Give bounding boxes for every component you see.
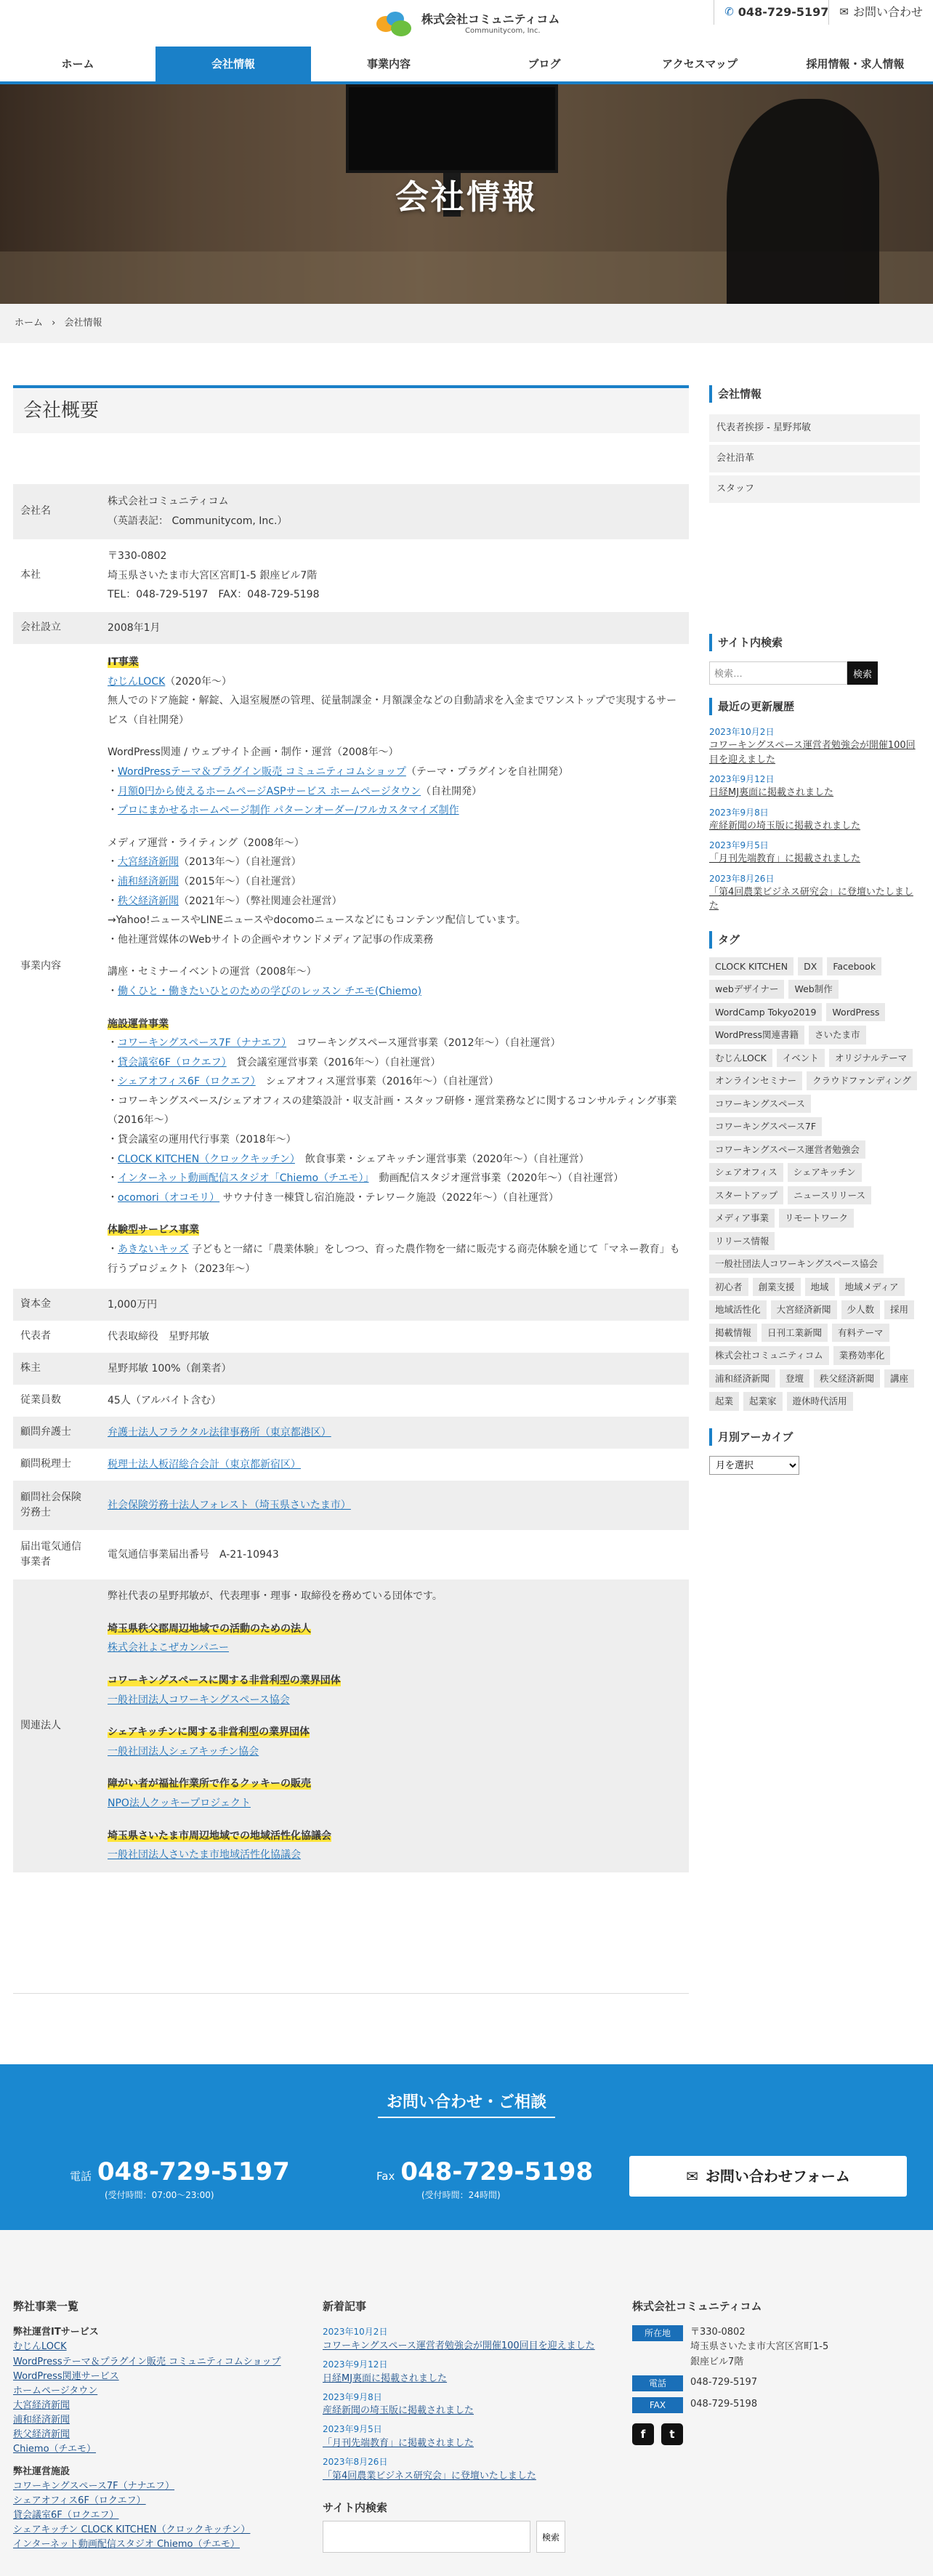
- sidebar-search-input[interactable]: [709, 661, 847, 685]
- saitama-council-link[interactable]: 一般社団法人さいたま市地域活性化協議会: [108, 1849, 301, 1861]
- table-row: [13, 612, 689, 644]
- yokoze-link[interactable]: 株式会社よこぜカンパニー: [108, 1642, 230, 1654]
- site-footer: [0, 2230, 933, 2576]
- contact-title-underline: [378, 2117, 555, 2118]
- breadcrumb-home[interactable]: ホーム: [15, 318, 44, 329]
- footer-facility-link[interactable]: コワーキングスペース7F（ナナエフ）: [13, 2480, 175, 2492]
- sidebar-item-greeting[interactable]: 代表者挨拶 - 星野邦敏: [709, 414, 920, 442]
- footer-news-date: 2023年9月12日: [323, 2359, 388, 2370]
- tag-item[interactable]: WordPress: [826, 1003, 885, 1022]
- news-title[interactable]: 産経新聞の埼玉版に掲載されました: [709, 820, 861, 832]
- footer-news-title[interactable]: 産経新聞の埼玉版に掲載されました: [323, 2405, 474, 2417]
- row-label: [13, 1530, 100, 1579]
- clock-kitchen-link[interactable]: CLOCK KITCHEN（クロックキッチン）: [118, 1153, 295, 1165]
- sidebar-item-history[interactable]: 会社沿革: [709, 445, 920, 472]
- footer-news-date: 2023年9月8日: [323, 2391, 382, 2402]
- it1-year: （2020年〜）: [165, 675, 232, 688]
- contact-tel-number: 048-729-5197: [97, 2157, 290, 2186]
- tag-item[interactable]: オリジナルテーマ: [829, 1049, 913, 1068]
- contact-fax-number: 048-729-5198: [400, 2157, 594, 2186]
- tag-item[interactable]: webデザイナー: [709, 980, 784, 999]
- contact-form-button[interactable]: [629, 2156, 907, 2197]
- footer-addr-2: 埼玉県さいたま市大宮区宮町1-5: [690, 2341, 829, 2353]
- footer-business-column: [13, 2298, 304, 2552]
- tag-item[interactable]: 一般社団法人コワーキングスペース協会: [709, 1255, 884, 1273]
- address: 埼玉県さいたま市大宮区宮町1-5 銀座ビル7階: [108, 569, 318, 581]
- site-logo[interactable]: [375, 9, 560, 39]
- nav-home[interactable]: ホーム: [61, 57, 94, 71]
- news-title[interactable]: コワーキングスペース運営者勉強会が開催100回目を迎えました: [709, 740, 916, 765]
- global-nav: [0, 47, 933, 84]
- chevron-right-icon: ›: [52, 318, 56, 329]
- capital-value: 1,000万円: [108, 1298, 158, 1311]
- tag-item[interactable]: ニュースリリース: [788, 1186, 871, 1205]
- chiemo-studio-link[interactable]: インターネット動画配信スタジオ「Chiemo（チエモ）」: [118, 1172, 369, 1185]
- news-date: 2023年9月8日: [709, 807, 769, 818]
- tag-item[interactable]: 遊休時代活用: [787, 1392, 853, 1411]
- f3-note: シェアオフィス運営事業（2016年〜）（自社運営）: [255, 1076, 499, 1088]
- tag-item[interactable]: 秩父経済新聞: [814, 1369, 880, 1388]
- tag-item[interactable]: CLOCK KITCHEN: [709, 957, 793, 976]
- wp1-note: （テーマ・プラグインを自社開発）: [405, 765, 569, 778]
- m2-note: （2015年〜）（自社運営）: [179, 875, 302, 887]
- news-date: 2023年9月5日: [709, 840, 769, 851]
- related-title-2: コワーキングスペースに関する非営利型の業界団体: [108, 1675, 341, 1686]
- footer-news-column: [323, 2298, 606, 2553]
- f6-note: 飲食事業・シェアキッチン運営事業（2020年〜）（自社運営）: [294, 1153, 589, 1165]
- founded-value: 2008年1月: [108, 621, 161, 634]
- sidebar-archive-heading: 月別アーカイブ: [709, 1428, 920, 1446]
- zip-code: 〒330-0802: [108, 550, 167, 563]
- tag-item[interactable]: 株式会社コミュニティコム: [709, 1346, 829, 1365]
- news-date: 2023年10月2日: [709, 727, 775, 738]
- f1-note: コワーキングスペース運営事業（2012年〜）（自社運営）: [286, 1037, 561, 1050]
- chiemo-lesson-link[interactable]: 働くひと・働きたいひとのための学びのレッスン チエモ(Chiemo): [118, 985, 422, 997]
- sidebar: [709, 385, 920, 1475]
- footer-facility-link[interactable]: シェアキッチン CLOCK KITCHEN（クロックキッチン）: [13, 2524, 251, 2536]
- wp-heading: WordPress関連 / ウェブサイト企画・制作・運営（2008年〜）: [108, 746, 399, 759]
- table-row: [13, 1530, 689, 1579]
- telecom-label-1: 届出電気通信: [20, 1541, 81, 1553]
- footer-news-date: 2023年8月26日: [323, 2457, 388, 2468]
- tag-item[interactable]: イベント: [777, 1049, 825, 1068]
- sidebar-news-heading: 最近の更新履歴: [709, 698, 920, 715]
- contact-section: [0, 2064, 933, 2230]
- tag-item[interactable]: DX: [798, 957, 823, 976]
- related-title-1: 埼玉県秩父郡周辺地域での活動のための法人: [108, 1622, 311, 1635]
- tag-item[interactable]: 地域メディア: [839, 1278, 905, 1297]
- header-tel-number: 048-729-5197: [738, 5, 829, 20]
- row-label: 事業内容: [20, 959, 61, 972]
- footer-it-link[interactable]: 秩父経済新聞: [13, 2429, 70, 2441]
- holder-value: 星野邦敏 100%（創業者）: [108, 1362, 232, 1374]
- twitter-icon[interactable]: t: [661, 2423, 683, 2445]
- tag-item[interactable]: 創業支援: [753, 1278, 801, 1297]
- footer-it-link[interactable]: むじんLOCK: [13, 2341, 67, 2353]
- mail-icon: ✉: [686, 2168, 698, 2185]
- table-row: [13, 1289, 689, 1321]
- footer-tel-label: 電話: [632, 2375, 683, 2391]
- hp-production-link[interactable]: プロにまかせるホームページ制作 パターンオーダー/フルカスタマイズ制作: [118, 805, 459, 817]
- sidebar-item-staff[interactable]: スタッフ: [709, 475, 920, 503]
- hero-banner: [0, 84, 933, 304]
- news-date: 2023年9月12日: [709, 774, 775, 785]
- footer-news-title[interactable]: コワーキングスペース運営者勉強会が開催100回目を迎えました: [323, 2340, 595, 2351]
- sharekitchen-assoc-link[interactable]: 一般社団法人シェアキッチン協会: [108, 1745, 259, 1758]
- table-row: 事業内容 IT事業 むじんLOCK（2020年〜） 無人でのドア施錠・解錠、入退室履歴の管理、従量制課金・月額課金などの自動請求を入金までワンストップで実現するサービス（自社開発） WordPress関連 / ウェブサイト企画・制作・運営（2008年〜） ・WordPressテーマ＆プラグイン販売 コミュニティコムショップ（テーマ・プラグインを自社開発） ・月額0円から使えるホームページASPサービス ホームページタウン（自社開発） ・プロにまかせるホームページ制作 パターンオーダー/フルカスタマイズ制作 メディア運営・ライティング（2008年〜） ・大宮経済新聞（2013年〜）（自社運営） ・浦和経済新聞（2015年〜）（自社運営） ・秩父経済新聞（2021年〜）（弊社関連会社運営） →Yahoo!ニュースやLINEニュースやdocomoニュースなどにもコンテンツ配信しています。 ・他社運営媒体のWebサイトの企画やオウンドメディア記事の作成業務 講座・セミナーイベントの運営（2008年〜） ・働くひと・働きたいひとのための学びのレッスン チエモ(Chiemo) 施設運営事業 ・コワーキングスペース7F（ナナエフ） コワーキングスペース運営事業（2012年〜）（自社運営） ・貸会議室6F（ロクエフ） 貸会議室運営事業（2016年〜）（自社運営） ・シェアオフィス6F（ロクエフ） シェアオフィス運営事業（2016年〜）（自社運営） ・コワーキングスペース/シェアオフィスの建築設計・収支計画・スタッフ研修・運営業務などに関するコンサルティング事業（2016年〜） ・貸会議室の運用代行事業（2018年〜） ・CLOCK KITCHEN（クロックキッチン） 飲食事業・シェアキッチン運営事業（2020年〜）（自社運営） ・インターネット動画配信スタジオ「Chiemo（チエモ）」 動画配信スタジオ運営事業（2020年〜）（自社運営） ・ocomori（オコモリ） サウナ付き一棟貸し宿泊施設・テレワーク施設（2022年〜）（自社運営） 体験型サービス事業 ・あきないキッズ 子どもと一緒に「農業体験」をしつつ、育った農作物を一緒に販売する商売体験を通じて「マネー教育」も行うプロジェクト（2023年〜）: [13, 644, 689, 1289]
- tag-item[interactable]: シェアオフィス: [709, 1163, 783, 1182]
- experience-heading: 体験型サービス事業: [108, 1224, 199, 1236]
- footer-search-input[interactable]: [323, 2521, 530, 2553]
- footer-business-heading: 弊社事業一覧: [13, 2300, 79, 2313]
- tag-item[interactable]: むじんLOCK: [709, 1049, 772, 1068]
- tag-item[interactable]: 初心者: [709, 1278, 748, 1297]
- header-tel[interactable]: [714, 0, 828, 25]
- f8-note: サウナ付き一棟貸し宿泊施設・テレワーク施設（2022年〜）（自社運営）: [219, 1191, 559, 1204]
- row-label: 代表者: [20, 1330, 51, 1343]
- hptown-link[interactable]: 月額0円から使えるホームページASPサービス ホームページタウン: [118, 785, 421, 797]
- row-label: 顧問税理士: [20, 1458, 71, 1470]
- omiya-keizai-link[interactable]: 大宮経済新聞: [118, 856, 179, 869]
- tag-item[interactable]: 有料テーマ: [832, 1324, 889, 1343]
- tag-item[interactable]: さいたま市: [809, 1026, 866, 1045]
- ocomori-link[interactable]: ocomori（オコモリ）: [118, 1191, 220, 1204]
- company-name: 株式会社コミュニティコム: [108, 496, 229, 508]
- tag-item[interactable]: 浦和経済新聞: [709, 1369, 775, 1388]
- row-label: [13, 1481, 100, 1530]
- tag-item[interactable]: メディア事業: [709, 1209, 775, 1228]
- table-row: [13, 1579, 689, 1872]
- labor-label-1: 顧問社会保険: [20, 1492, 81, 1504]
- contact-form-label: お問い合わせフォーム: [705, 2168, 850, 2185]
- logo-company-en: Communitycom, Inc.: [465, 26, 541, 35]
- site-header: [0, 0, 933, 47]
- facebook-icon[interactable]: f: [632, 2423, 654, 2445]
- hero-title: 会社情報: [395, 177, 538, 217]
- tag-item[interactable]: オンラインセミナー: [709, 1071, 802, 1090]
- sidebar-news-list: [709, 725, 920, 914]
- logo-company-name: 株式会社コミュニティコム: [421, 12, 560, 27]
- footer-facility-links: [13, 2479, 304, 2553]
- footer-it-link[interactable]: WordPressテーマ＆プラグイン販売 コミュニティコムショップ: [13, 2356, 281, 2367]
- tag-item[interactable]: 大宮経済新聞: [771, 1300, 837, 1319]
- seminar-heading: 講座・セミナーイベントの運営（2008年〜）: [108, 966, 317, 978]
- chichibu-keizai-link[interactable]: 秩父経済新聞: [118, 895, 179, 907]
- tag-item[interactable]: 採用: [884, 1300, 914, 1319]
- tag-item[interactable]: スタートアップ: [709, 1186, 783, 1205]
- telecom-label-2: 事業者: [20, 1556, 51, 1569]
- tag-item[interactable]: 業務効率化: [833, 1346, 891, 1365]
- media-heading: メディア運営・ライティング（2008年〜）: [108, 837, 304, 849]
- mail-icon: ✉: [839, 5, 849, 19]
- coworking-assoc-link[interactable]: 一般社団法人コワーキングスペース協会: [108, 1694, 290, 1706]
- tag-item[interactable]: Facebook: [827, 957, 881, 976]
- nav-blog[interactable]: ブログ: [528, 57, 561, 71]
- header-contact-link[interactable]: [828, 0, 923, 25]
- tag-item[interactable]: リモートワーク: [779, 1209, 854, 1228]
- table-row: [13, 1385, 689, 1417]
- news-date: 2023年8月26日: [709, 873, 775, 884]
- footer-addr-label: 所在地: [632, 2325, 683, 2341]
- tag-item[interactable]: 登壇: [780, 1369, 809, 1388]
- wp-shop-link[interactable]: WordPressテーマ＆プラグイン販売 コミュニティコムショップ: [118, 765, 406, 778]
- tag-item[interactable]: コワーキングスペース: [709, 1095, 811, 1114]
- footer-it-link[interactable]: 浦和経済新聞: [13, 2415, 70, 2426]
- facility-heading: 施設運営事業: [108, 1018, 169, 1030]
- tag-item[interactable]: WordPress関連書籍: [709, 1026, 804, 1045]
- footer-news-date: 2023年9月5日: [323, 2424, 382, 2435]
- tag-item[interactable]: クラウドファンディング: [807, 1071, 917, 1090]
- nav-company[interactable]: 会社情報: [156, 47, 311, 81]
- footer-news-title[interactable]: 日経MJ裏面に掲載されました: [323, 2372, 448, 2384]
- row-label: 株主: [20, 1362, 41, 1374]
- labor-label-2: 労務士: [20, 1507, 51, 1519]
- it-heading: IT事業: [108, 656, 139, 668]
- footer-it-link[interactable]: Chiemo（チエモ）: [13, 2444, 97, 2455]
- footer-facility-link[interactable]: シェアオフィス6F（ロクエフ）: [13, 2495, 146, 2506]
- nav-business[interactable]: 事業内容: [366, 57, 411, 71]
- sidebar-info-heading: 会社情報: [709, 385, 920, 403]
- footer-fax: 048-729-5198: [690, 2398, 758, 2410]
- tag-item[interactable]: 起業家: [743, 1392, 783, 1411]
- footer-fax-label: FAX: [632, 2397, 683, 2413]
- contact-tel-label: 電話: [70, 2170, 92, 2183]
- row-label: 会社設立: [20, 621, 61, 634]
- f4-text: ・コワーキングスペース/シェアオフィスの建築設計・収支計画・スタッフ研修・運営業務などに関するコンサルティング事業（2016年〜）: [108, 1095, 677, 1127]
- tag-item[interactable]: 起業: [709, 1392, 739, 1411]
- cookie-project-link[interactable]: NPO法人クッキープロジェクト: [108, 1797, 251, 1809]
- contact-fax-label: Fax: [376, 2170, 395, 2183]
- exp-note: 子どもと一緒に「農業体験」をしつつ、育った農作物を一緒に販売する商売体験を通じて「マネー教育」も行うプロジェクト（2023年〜）: [108, 1244, 680, 1275]
- tag-item[interactable]: シェアキッチン: [788, 1163, 862, 1182]
- footer-facility-subheading: 弊社運営施設: [13, 2466, 70, 2477]
- tag-item[interactable]: Web制作: [788, 980, 838, 999]
- tag-item[interactable]: WordCamp Tokyo2019: [709, 1003, 822, 1022]
- table-row: [13, 1481, 689, 1530]
- phone-icon: ✆: [724, 5, 734, 19]
- row-label: 顧問弁護士: [20, 1426, 71, 1438]
- breadcrumb: [0, 304, 933, 343]
- footer-news-title[interactable]: 「月刊先端教育」に掲載されました: [323, 2438, 474, 2450]
- footer-it-links: [13, 2340, 304, 2457]
- tag-item[interactable]: 掲載情報: [709, 1324, 757, 1343]
- footer-company-heading: 株式会社コミュニティコム: [632, 2300, 762, 2313]
- related-title-5: 埼玉県さいたま市周辺地域での地域活性化協議会: [108, 1830, 331, 1842]
- tag-item[interactable]: 地域活性化: [709, 1300, 767, 1319]
- header-contact-label: お問い合わせ: [852, 5, 923, 20]
- table-row: [13, 1449, 689, 1481]
- row-label: 関連法人: [20, 1719, 61, 1731]
- footer-tel: 048-729-5197: [690, 2376, 758, 2388]
- row-label: 資本金: [20, 1298, 51, 1311]
- company-name-en: （英語表記： Communitycom, Inc.）: [108, 515, 288, 527]
- footer-it-subheading: 弊社運営ITサービス: [13, 2327, 99, 2338]
- share-office-6f-link[interactable]: シェアオフィス6F（ロクエフ）: [118, 1076, 256, 1088]
- logo-mark-icon: [375, 10, 416, 38]
- footer-company-column: [632, 2298, 920, 2445]
- tag-item[interactable]: コワーキングスペース運営者勉強会: [709, 1140, 865, 1159]
- tag-item[interactable]: 地域: [805, 1278, 835, 1297]
- contact-title: お問い合わせ・ご相談: [386, 2093, 546, 2112]
- nav-access[interactable]: アクセスマップ: [662, 57, 738, 71]
- footer-it-link[interactable]: ホームページタウン: [13, 2385, 98, 2396]
- tag-item[interactable]: 少人数: [841, 1300, 881, 1319]
- footer-news-title[interactable]: 「第4回農業ビジネス研究会」に登壇いたしました: [323, 2470, 536, 2482]
- it1-desc: 無人でのドア施錠・解錠、入退室履歴の管理、従量制課金・月額課金などの自動請求を入金までワンストップで実現するサービス（自社開発）: [108, 695, 677, 726]
- related-title-4: 障がい者が福祉作業所で作るクッキーの販売: [108, 1778, 311, 1790]
- contact-tel-hours: (受付時間：07:00〜23:00): [105, 2190, 214, 2200]
- related-title-3: シェアキッチンに関する非営利型の業界団体: [108, 1726, 310, 1739]
- tax-link[interactable]: 税理士法人板沼総合会計（東京都新宿区）: [108, 1458, 301, 1470]
- breadcrumb-current: 会社情報: [64, 318, 102, 329]
- footer-addr-3: 銀座ビル7階: [690, 2356, 744, 2367]
- media-other: ・他社運営媒体のWebサイトの企画やオウンドメディア記事の作成業務: [108, 933, 434, 946]
- footer-search-button[interactable]: 検索: [536, 2521, 565, 2553]
- lawyer-link[interactable]: 弁護士法人フラクタル法律事務所（東京都港区）: [108, 1426, 331, 1438]
- coworking-7f-link[interactable]: コワーキングスペース7F（ナナエフ）: [118, 1037, 287, 1050]
- news-title[interactable]: 日経MJ裏面に掲載されました: [709, 787, 834, 799]
- footer-addr-1: 〒330-0802: [690, 2327, 746, 2338]
- tag-item[interactable]: 講座: [884, 1369, 914, 1388]
- table-row: [13, 1417, 689, 1449]
- news-title[interactable]: 「第4回農業ビジネス研究会」に登壇いたしました: [709, 886, 913, 912]
- m1-note: （2013年〜）（自社運営）: [179, 856, 302, 869]
- f7-note: 動画配信スタジオ運営事業（2020年〜）（自社運営）: [368, 1172, 624, 1185]
- row-label: 本社: [20, 569, 41, 581]
- footer-it-link[interactable]: WordPress関連サービス: [13, 2370, 119, 2382]
- rep-value: 代表取締役 星野邦敏: [108, 1330, 209, 1343]
- table-row: [13, 1353, 689, 1385]
- table-row: [13, 1321, 689, 1353]
- footer-it-link[interactable]: 大宮経済新聞: [13, 2399, 70, 2411]
- table-row: [13, 539, 689, 612]
- sidebar-search-button[interactable]: 検索: [847, 661, 878, 685]
- sidebar-tag-heading: タグ: [709, 931, 920, 949]
- page-title: 会社概要: [13, 385, 689, 433]
- company-table: [13, 484, 689, 1872]
- telecom-value: 電気通信事業届出番号 A-21-10943: [108, 1548, 279, 1561]
- m3-note: （2021年〜）（弊社関連会社運営）: [179, 895, 342, 907]
- row-label: 従業員数: [20, 1394, 61, 1406]
- footer-facility-link[interactable]: 貸会議室6F（ロクエフ）: [13, 2509, 119, 2521]
- footer-search-heading: サイト内検索: [323, 2500, 387, 2514]
- main-content: [13, 385, 689, 1861]
- sidebar-search-heading: サイト内検索: [709, 634, 920, 651]
- f2-note: 貸会議室運営事業（2016年〜）（自社運営）: [226, 1056, 441, 1068]
- tag-item[interactable]: 日刊工業新聞: [762, 1324, 828, 1343]
- akinai-kids-link[interactable]: あきないキッズ: [118, 1244, 189, 1256]
- f5-text: ・貸会議室の運用代行事業（2018年〜）: [108, 1134, 296, 1146]
- footer-facility-link[interactable]: インターネット動画配信スタジオ Chiemo（チエモ）: [13, 2539, 240, 2551]
- tag-item[interactable]: コワーキングスペース7F: [709, 1117, 822, 1136]
- footer-news-date: 2023年10月2日: [323, 2327, 388, 2338]
- nav-recruit[interactable]: 採用情報・求人情報: [806, 57, 905, 71]
- meeting-room-6f-link[interactable]: 貸会議室6F（ロクエフ）: [118, 1056, 227, 1068]
- media-syndication: →Yahoo!ニュースやLINEニュースやdocomoニュースなどにもコンテンツ配信しています。: [108, 914, 526, 927]
- table-row: [13, 484, 689, 539]
- emp-value: 45人（アルバイト含む）: [108, 1394, 222, 1406]
- footer-news-heading: 新着記事: [323, 2300, 367, 2313]
- related-intro: 弊社代表の星野邦敏が、代表理事・理事・取締役を務めている団体です。: [108, 1590, 443, 1603]
- labor-link[interactable]: 社会保険労務士法人フォレスト（埼玉県さいたま市）: [108, 1499, 351, 1511]
- mujinlock-link[interactable]: むじんLOCK: [108, 675, 166, 688]
- content-divider: [13, 1993, 689, 1994]
- tel-fax: TEL：048-729-5197 FAX：048-729-5198: [108, 589, 320, 601]
- news-title[interactable]: 「月刊先端教育」に掲載されました: [709, 853, 861, 865]
- archive-select[interactable]: [709, 1456, 799, 1475]
- contact-fax-hours: (受付時間：24時間): [421, 2190, 501, 2200]
- wp2-note: （自社開発）: [421, 785, 482, 797]
- row-label: 会社名: [20, 505, 51, 518]
- urawa-keizai-link[interactable]: 浦和経済新聞: [118, 875, 179, 887]
- tag-item[interactable]: リリース情報: [709, 1232, 775, 1251]
- tag-cloud: [709, 957, 920, 1411]
